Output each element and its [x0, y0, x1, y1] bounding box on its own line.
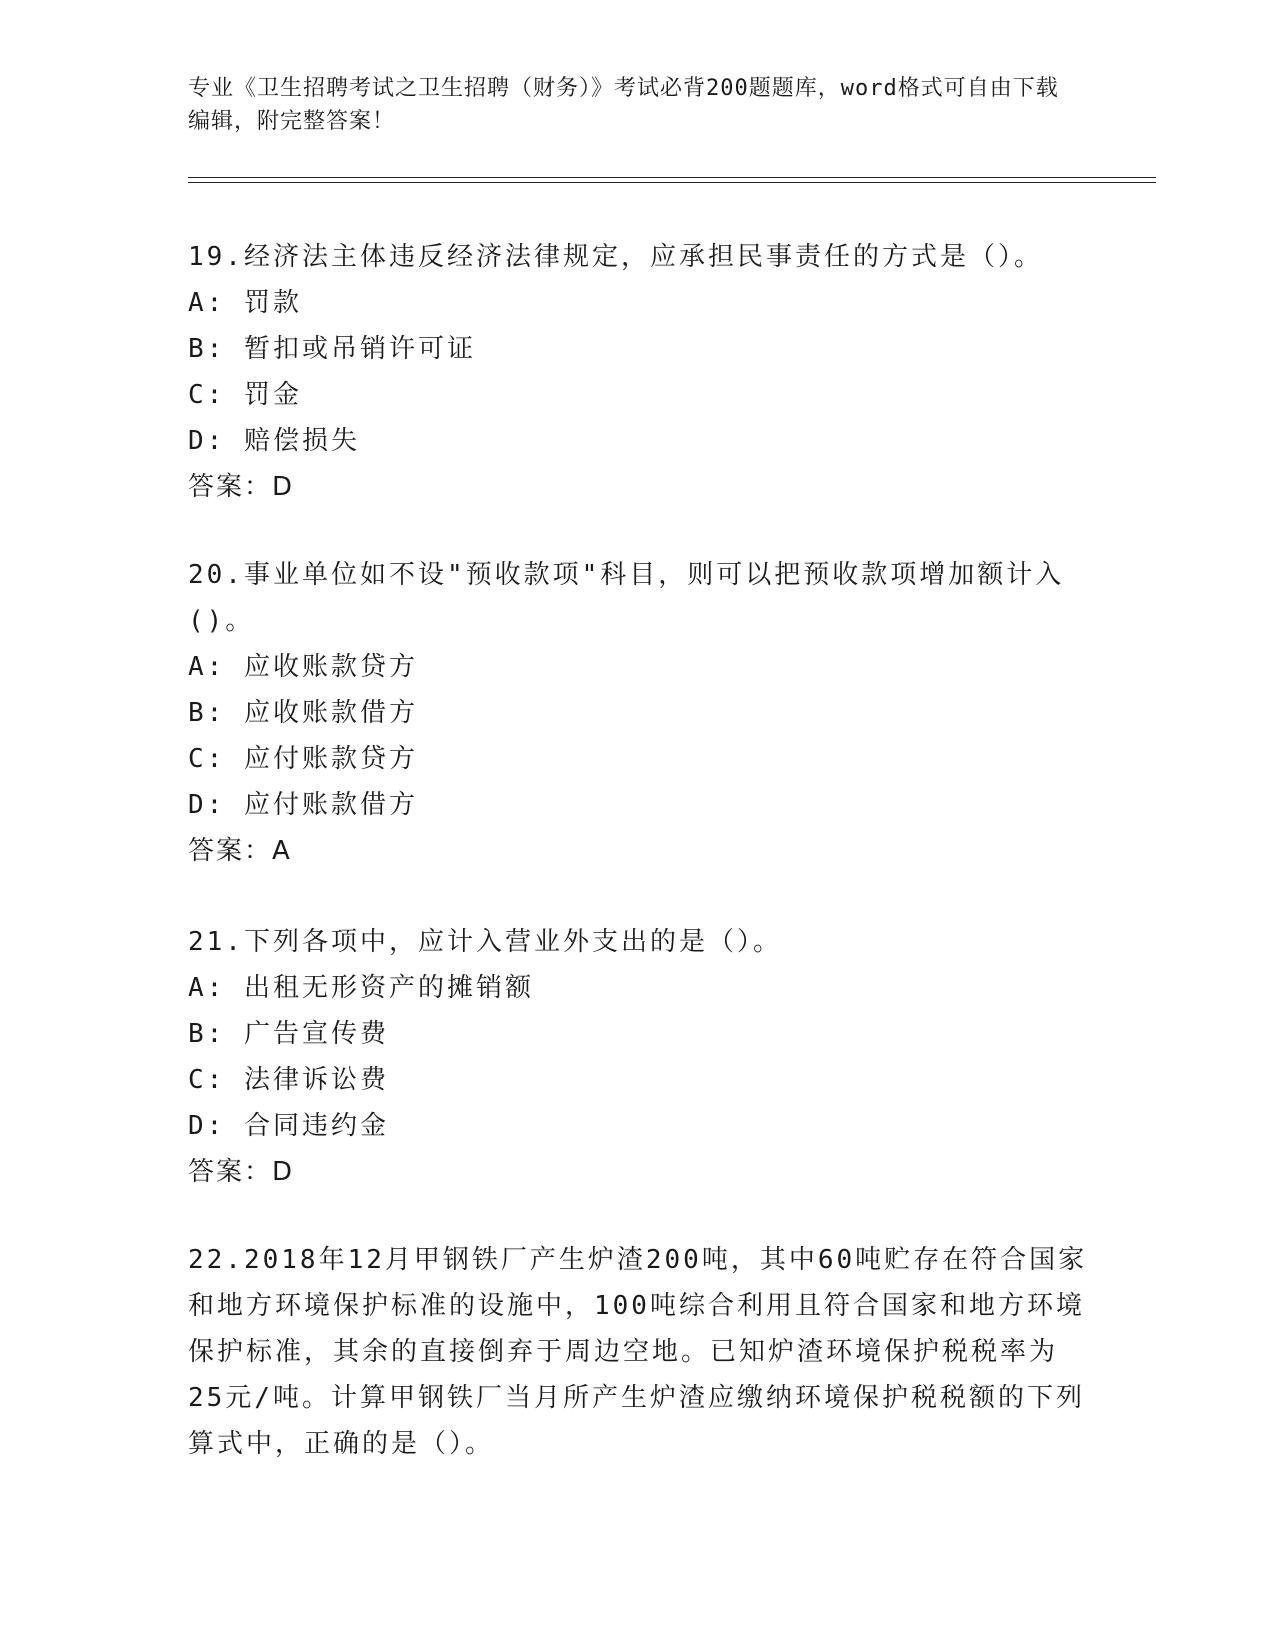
- question-21: [188, 919, 1088, 1195]
- question-20: [188, 552, 1088, 874]
- question-22: [188, 1237, 1088, 1467]
- option-b: B: 暂扣或吊销许可证: [188, 334, 476, 364]
- option-c: C: 法律诉讼费: [188, 1065, 389, 1095]
- answer: 答案：D: [188, 1157, 295, 1187]
- option-a: A: 应收账款贷方: [188, 652, 418, 682]
- answer: 答案：A: [188, 836, 292, 866]
- option-a: A: 罚款: [188, 288, 302, 318]
- option-a: A: 出租无形资产的摊销额: [188, 973, 534, 1003]
- page-header: 专业《卫生招聘考试之卫生招聘（财务）》考试必背200题题库，word格式可自由下载编辑，附完整答案！: [188, 76, 1059, 134]
- option-d: D: 合同违约金: [188, 1111, 389, 1141]
- option-c: C: 罚金: [188, 380, 302, 410]
- question-19: [188, 234, 1088, 510]
- header-divider-top: [188, 177, 1156, 178]
- option-b: B: 广告宣传费: [188, 1019, 389, 1049]
- question-stem: 22.2018年12月甲钢铁厂产生炉渣200吨，其中60吨贮存在符合国家和地方环境保护标准的设施中，100吨综合利用且符合国家和地方环境保护标准，其余的直接倒弃于周边空地。已知炉渣环境保护税税率为25元/吨。计算甲钢铁厂当月所产生炉渣应缴纳环境保护税税额的下列算式中，正确的是（）。: [188, 1245, 1088, 1459]
- header-divider-bottom: [188, 182, 1156, 183]
- answer: 答案：D: [188, 472, 295, 502]
- option-d: D: 应付账款借方: [188, 790, 418, 820]
- option-b: B: 应收账款借方: [188, 698, 418, 728]
- option-c: C: 应付账款贷方: [188, 744, 418, 774]
- option-d: D: 赔偿损失: [188, 426, 360, 456]
- question-stem: 19.经济法主体违反经济法律规定，应承担民事责任的方式是（）。: [188, 242, 1043, 272]
- question-stem: 20.事业单位如不设"预收款项"科目，则可以把预收款项增加额计入()。: [188, 560, 1065, 636]
- question-stem: 21.下列各项中，应计入营业外支出的是（）。: [188, 927, 782, 957]
